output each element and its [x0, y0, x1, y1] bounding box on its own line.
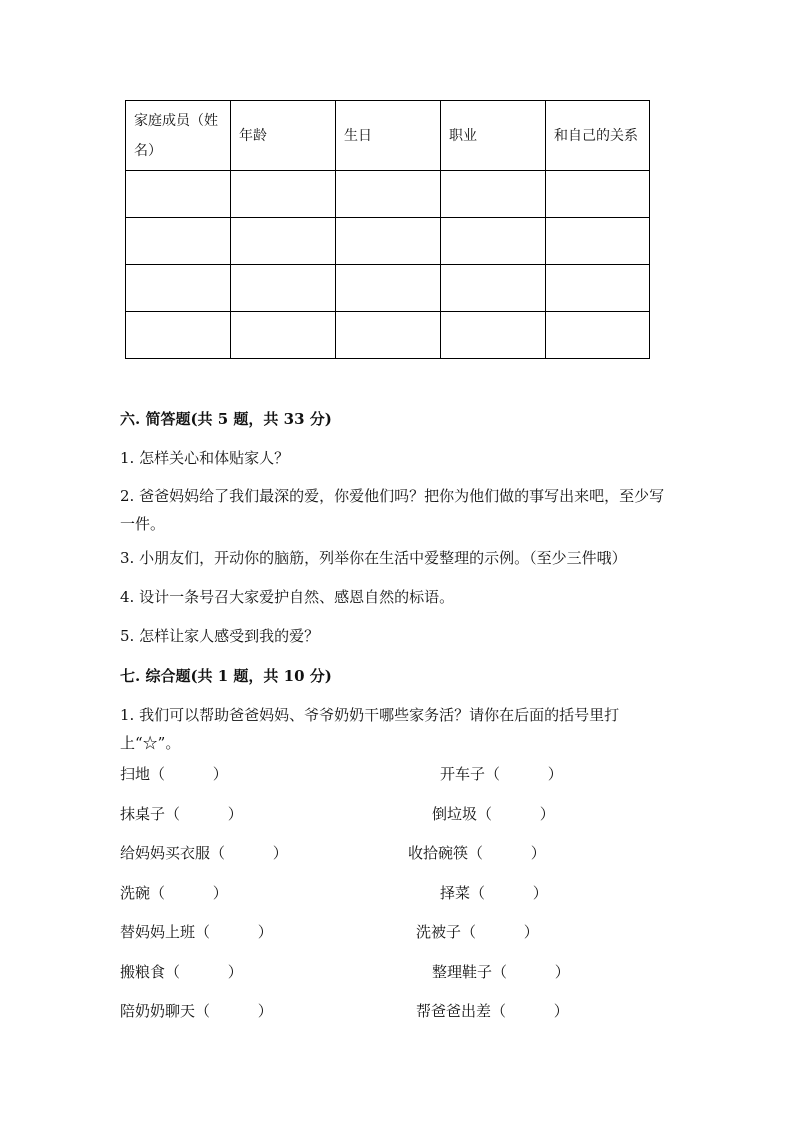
- table-cell[interactable]: [546, 265, 650, 312]
- question-6-2: 2. 爸爸妈妈给了我们最深的爱，你爱他们吗？把你为他们做的事写出来吧，至少写一件。: [120, 487, 665, 533]
- table-cell[interactable]: [126, 265, 231, 312]
- table-cell[interactable]: [441, 218, 546, 265]
- section7-title: 七. 综合题(共 1 题，共 10 分): [120, 667, 332, 685]
- answer-parentheses[interactable]: （ ）: [461, 923, 539, 941]
- table-cell[interactable]: [231, 171, 336, 218]
- task-label: 开车子: [440, 765, 486, 783]
- task-left-3: [120, 842, 288, 863]
- task-left-1: [120, 763, 228, 784]
- answer-parentheses[interactable]: （ ）: [492, 963, 570, 981]
- answer-parentheses[interactable]: （ ）: [491, 1002, 569, 1020]
- task-label: 洗被子: [416, 923, 462, 941]
- task-label: 收拾碗筷: [408, 844, 469, 862]
- answer-parentheses[interactable]: （ ）: [485, 765, 563, 783]
- table-cell[interactable]: [546, 218, 650, 265]
- task-label: 给妈妈买衣服: [120, 844, 211, 862]
- table-row: [126, 171, 650, 218]
- answer-parentheses[interactable]: （ ）: [195, 923, 273, 941]
- task-right-2: [432, 803, 555, 824]
- task-label: 陪奶奶聊天: [120, 1002, 196, 1020]
- task-right-6: [432, 961, 570, 982]
- table-cell[interactable]: [126, 218, 231, 265]
- question-6-1: 1. 怎样关心和体贴家人？: [120, 449, 290, 467]
- task-right-3: [408, 842, 546, 863]
- question-6-5: 5. 怎样让家人感受到我的爱？: [120, 627, 320, 645]
- answer-parentheses[interactable]: （ ）: [165, 963, 243, 981]
- task-right-4: [440, 882, 548, 903]
- answer-parentheses[interactable]: （ ）: [468, 844, 546, 862]
- task-left-5: [120, 921, 273, 942]
- family-members-table: [125, 100, 650, 359]
- table-cell[interactable]: [336, 265, 441, 312]
- answer-parentheses[interactable]: （ ）: [210, 844, 288, 862]
- section6-title: 六. 简答题(共 5 题，共 33 分): [120, 410, 332, 428]
- table-row: [126, 312, 650, 359]
- answer-parentheses[interactable]: （ ）: [150, 765, 228, 783]
- table-cell[interactable]: [231, 218, 336, 265]
- header-relationship: 和自己的关系: [546, 101, 650, 171]
- task-label: 替妈妈上班: [120, 923, 196, 941]
- task-right-7: [416, 1000, 569, 1021]
- header-occupation: 职业: [441, 101, 546, 171]
- table-cell[interactable]: [231, 265, 336, 312]
- task-label: 搬粮食: [120, 963, 166, 981]
- task-right-1: [440, 763, 563, 784]
- answer-parentheses[interactable]: （ ）: [165, 805, 243, 823]
- table-cell[interactable]: [441, 312, 546, 359]
- task-left-6: [120, 961, 243, 982]
- header-age: 年龄: [231, 101, 336, 171]
- answer-parentheses[interactable]: （ ）: [477, 805, 555, 823]
- task-right-5: [416, 921, 539, 942]
- table-cell[interactable]: [546, 312, 650, 359]
- answer-parentheses[interactable]: （ ）: [195, 1002, 273, 1020]
- table-row: [126, 265, 650, 312]
- question-6-4: 4. 设计一条号召大家爱护自然、感恩自然的标语。: [120, 588, 455, 606]
- table-cell[interactable]: [126, 171, 231, 218]
- task-label: 整理鞋子: [432, 963, 493, 981]
- task-label: 扫地: [120, 765, 151, 783]
- task-label: 抹桌子: [120, 805, 166, 823]
- table-cell[interactable]: [441, 265, 546, 312]
- header-member-name: 家庭成员（姓名）: [126, 101, 231, 171]
- task-label: 择菜: [440, 884, 471, 902]
- task-label: 倒垃圾: [432, 805, 478, 823]
- table-header-row: [126, 101, 650, 171]
- header-birthday: 生日: [336, 101, 441, 171]
- table-cell[interactable]: [231, 312, 336, 359]
- task-label: 洗碗: [120, 884, 151, 902]
- table-cell[interactable]: [126, 312, 231, 359]
- table-row: [126, 218, 650, 265]
- task-label: 帮爸爸出差: [416, 1002, 492, 1020]
- task-left-2: [120, 803, 243, 824]
- table-cell[interactable]: [336, 171, 441, 218]
- table-cell[interactable]: [441, 171, 546, 218]
- task-left-7: [120, 1000, 273, 1021]
- task-left-4: [120, 882, 228, 903]
- answer-parentheses[interactable]: （ ）: [150, 884, 228, 902]
- question-7-1: 1. 我们可以帮助爸爸妈妈、爷爷奶奶干哪些家务活？请你在后面的括号里打上“☆”。: [120, 706, 620, 752]
- table-cell[interactable]: [336, 218, 441, 265]
- table-cell[interactable]: [336, 312, 441, 359]
- table-cell[interactable]: [546, 171, 650, 218]
- question-6-3: 3. 小朋友们，开动你的脑筋，列举你在生活中爱整理的示例。（至少三件哦）: [120, 549, 627, 567]
- answer-parentheses[interactable]: （ ）: [470, 884, 548, 902]
